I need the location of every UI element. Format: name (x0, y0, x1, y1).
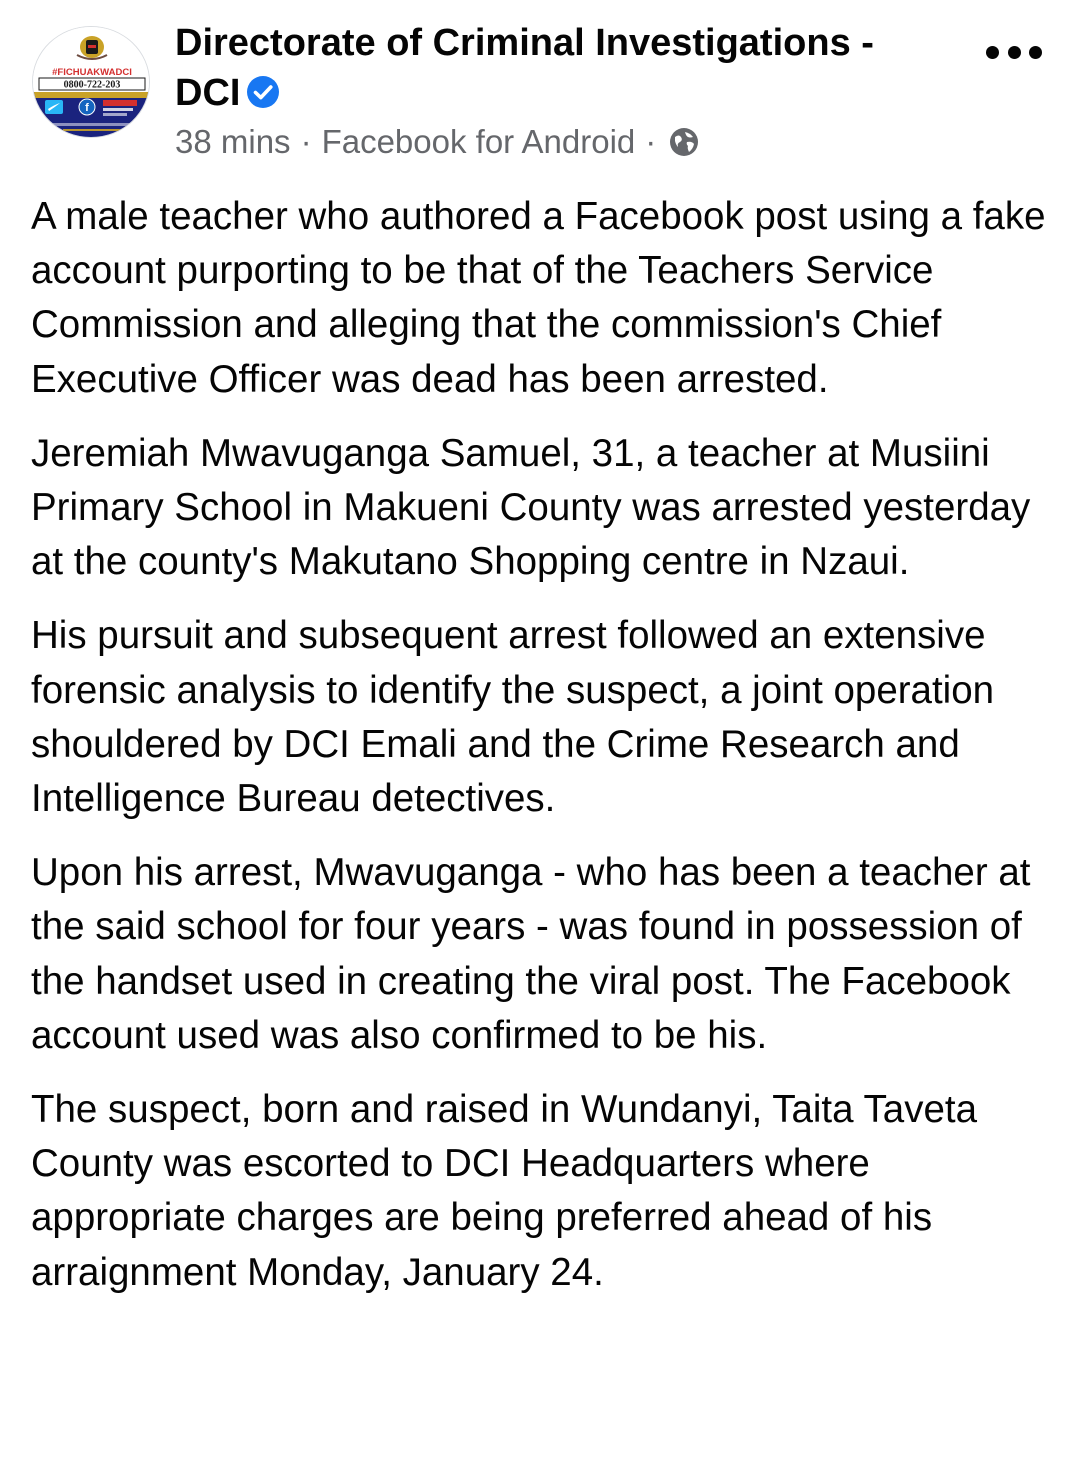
more-options-icon[interactable] (986, 32, 1042, 72)
author-name-text[interactable]: Directorate of Criminal Investigations - DCI (175, 22, 874, 114)
verified-badge-icon (246, 72, 280, 106)
post-paragraph: Jeremiah Mwavuganga Samuel, 31, a teacher at Musiini Primary School in Makueni County was arrested yesterday at the county's Makutano Shopping centre in Nzaui. (31, 431, 1031, 584)
post-source: Facebook for Android (321, 123, 636, 160)
post-paragraph: A male teacher who authored a Facebook post using a fake account purporting to be that of the Teachers Service Commission and alleging that the commission's Chief Executive Officer was dead has been arrested. (31, 195, 1046, 401)
post-body (31, 190, 1061, 1320)
dci-logo (33, 27, 150, 138)
dot (1008, 46, 1021, 59)
post-paragraph: His pursuit and subsequent arrest followed an extensive forensic analysis to identify the suspect, a joint operation shouldered by DCI Emali and the Crime Research and Intelligence Bureau detectives. (31, 614, 995, 821)
svg-text:f: f (85, 102, 89, 114)
globe-icon[interactable] (668, 126, 700, 158)
meta-separator: · (300, 123, 312, 160)
post-header (0, 0, 1080, 180)
author-name[interactable] (175, 18, 935, 118)
avatar[interactable] (32, 26, 150, 138)
svg-text:#FICHUAKWADCI: #FICHUAKWADCI (52, 67, 132, 78)
post-paragraph: Upon his arrest, Mwavuganga - who has been a teacher at the said school for four years - was found in possession of the handset used in creating the viral post. The Facebook account used was also confirmed to be his. (31, 851, 1031, 1057)
post-time[interactable]: 38 mins (175, 123, 291, 160)
post-paragraph: The suspect, born and raised in Wundanyi, Taita Taveta County was escorted to DCI Headquarters where appropriate charges are being preferred ahead of his arraignment Monday, January 24. (31, 1088, 977, 1294)
dot (986, 46, 999, 59)
meta-separator: · (645, 123, 657, 160)
svg-text:0800-722-203: 0800-722-203 (63, 79, 121, 91)
dot (1029, 46, 1042, 59)
post-meta (175, 122, 700, 162)
